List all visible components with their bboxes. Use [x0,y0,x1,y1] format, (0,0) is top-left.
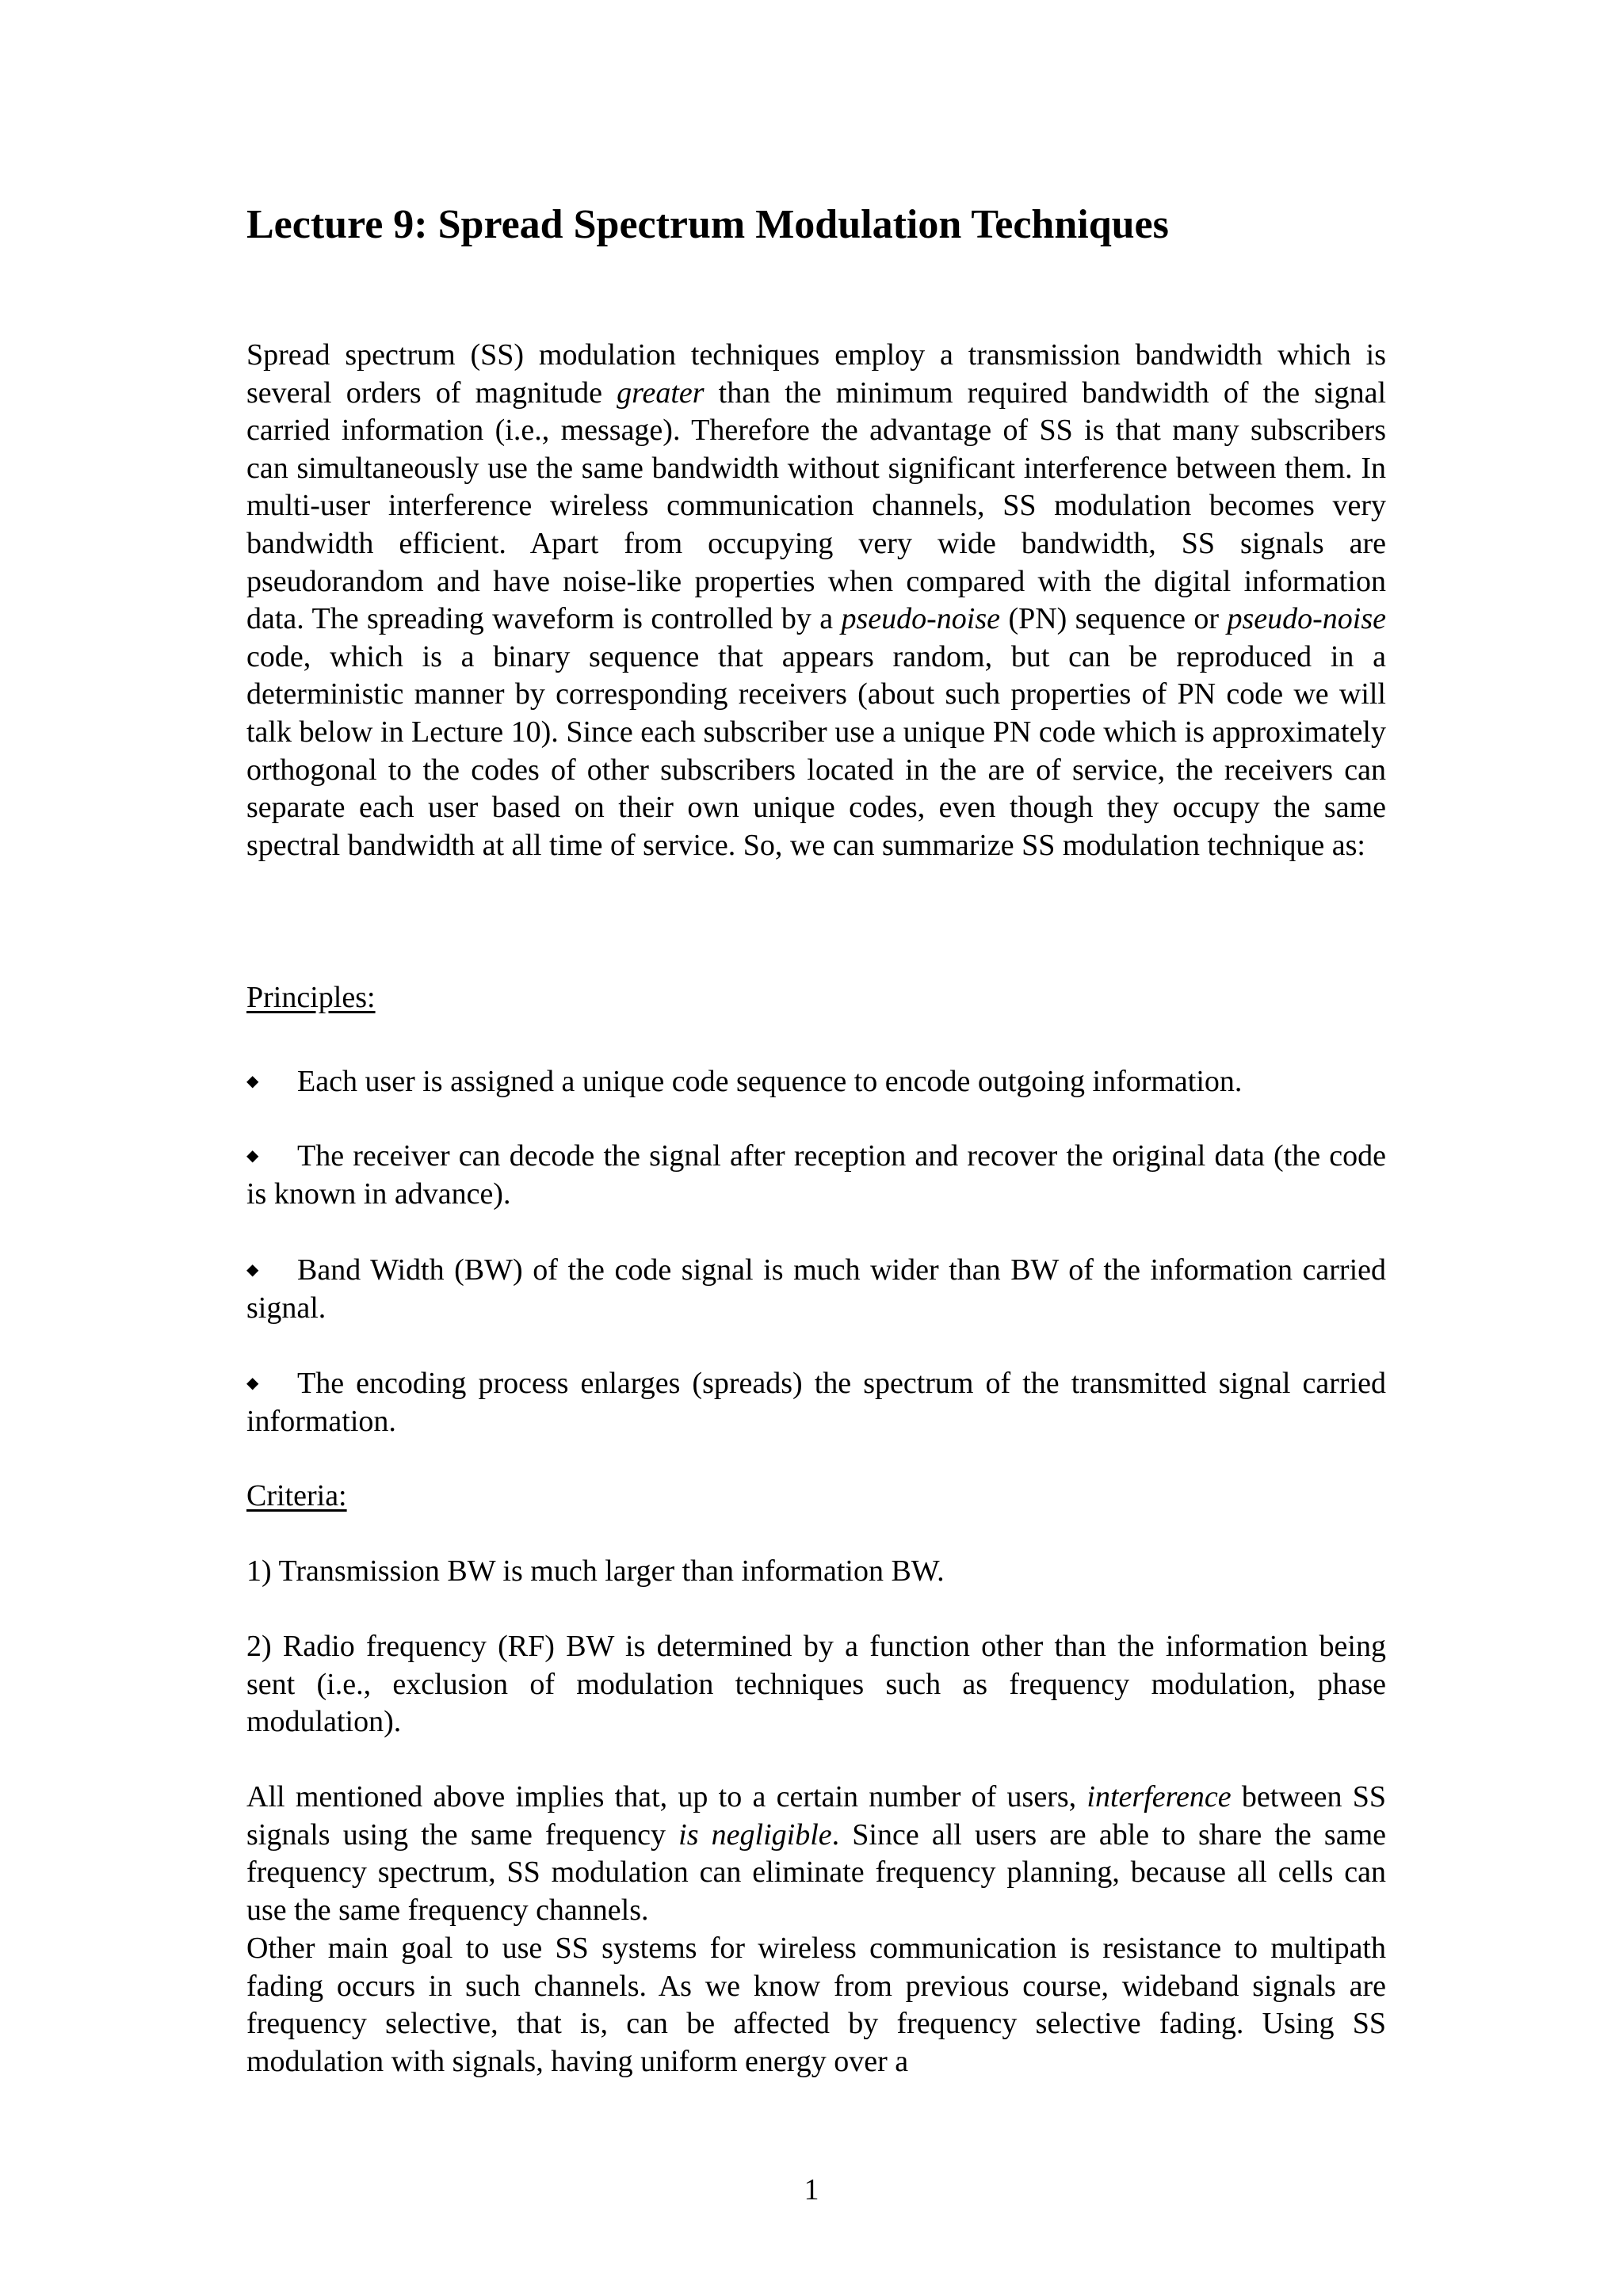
diamond-bullet-icon: ◆ [246,1147,259,1165]
emphasis-pseudo-noise: pseudo-noise [841,602,1001,636]
multipath-paragraph: Other main goal to use SS systems for wireless communication is resistance to multipath fading occurs in such channels. As we know from previous course, wideband signals are frequency selective, that is, can be affected by frequency selective fading. Using SS modulation with signals, having uniform energy over a [246,1932,1386,2078]
diamond-bullet-icon: ◆ [246,1375,259,1392]
page-number: 1 [804,2173,819,2206]
principle-item: ◆ The encoding process enlarges (spreads) the spectrum of the transmitted signal carried information. [246,1367,1386,1438]
page-title: Lecture 9: Spread Spectrum Modulation Techniques [246,202,1169,247]
conclusion-paragraph: All mentioned above implies that, up to a certain number of users, interference between SS signals using the same frequency is negligible. Since all users are able to share the same frequency spectrum, SS modulation can eliminate frequency planning, because all cells can use the same frequency channels. [246,1780,1387,1927]
emphasis-pseudo-noise: pseudo-noise [1227,602,1386,636]
criteria-item: 2) Radio frequency (RF) BW is determined by a function other than the information being sent (i.e., exclusion of modulation techniques such as frequency modulation, phase modulation). [246,1630,1386,1739]
emphasis-interference: interference [1086,1780,1232,1814]
diamond-bullet-icon: ◆ [246,1261,259,1279]
principle-item: ◆ The receiver can decode the signal after reception and recover the original data (the code is known in advance). [246,1139,1386,1211]
principle-item: ◆ Each user is assigned a unique code sequence to encode outgoing information. [246,1063,1386,1101]
intro-paragraph: Spread spectrum (SS) modulation techniques employ a transmission bandwidth which is several orders of magnitude greater than the minimum required bandwidth of the signal carried information (i.e., message). Therefore the advantage of SS is that many subscribers can simultaneously use the same bandwidth without significant interference between them. In multi-user interference wireless communication channels, SS modulation becomes very bandwidth efficient. Apart from occupying very wide bandwidth, SS signals are pseudorandom and have noise-like properties when compared with the digital information data. The spreading waveform is controlled by a pseudo-noise (PN) sequence or pseudo-noise code, which is a binary sequence that appears random, but can be reproduced in a deterministic manner by corresponding receivers (about such properties of PN code we will talk below in Lecture 10). Since each subscriber use a unique PN code which is approximately orthogonal to the codes of other subscribers located in the are of service, the receivers can separate each user based on their own unique codes, even though they occupy the same spectral bandwidth at all time of service. So, we can summarize SS modulation technique as: [246,338,1386,862]
diamond-bullet-icon: ◆ [246,1073,259,1090]
emphasis-greater: greater [617,376,705,410]
emphasis-is-negligible: is negligible [678,1817,832,1852]
principle-item: ◆ Band Width (BW) of the code signal is much wider than BW of the information carried signal. [246,1253,1386,1325]
criteria-heading: Criteria: [246,1479,347,1512]
principles-heading: Principles: [246,981,376,1014]
criteria-item: 1) Transmission BW is much larger than information BW. [246,1554,945,1588]
